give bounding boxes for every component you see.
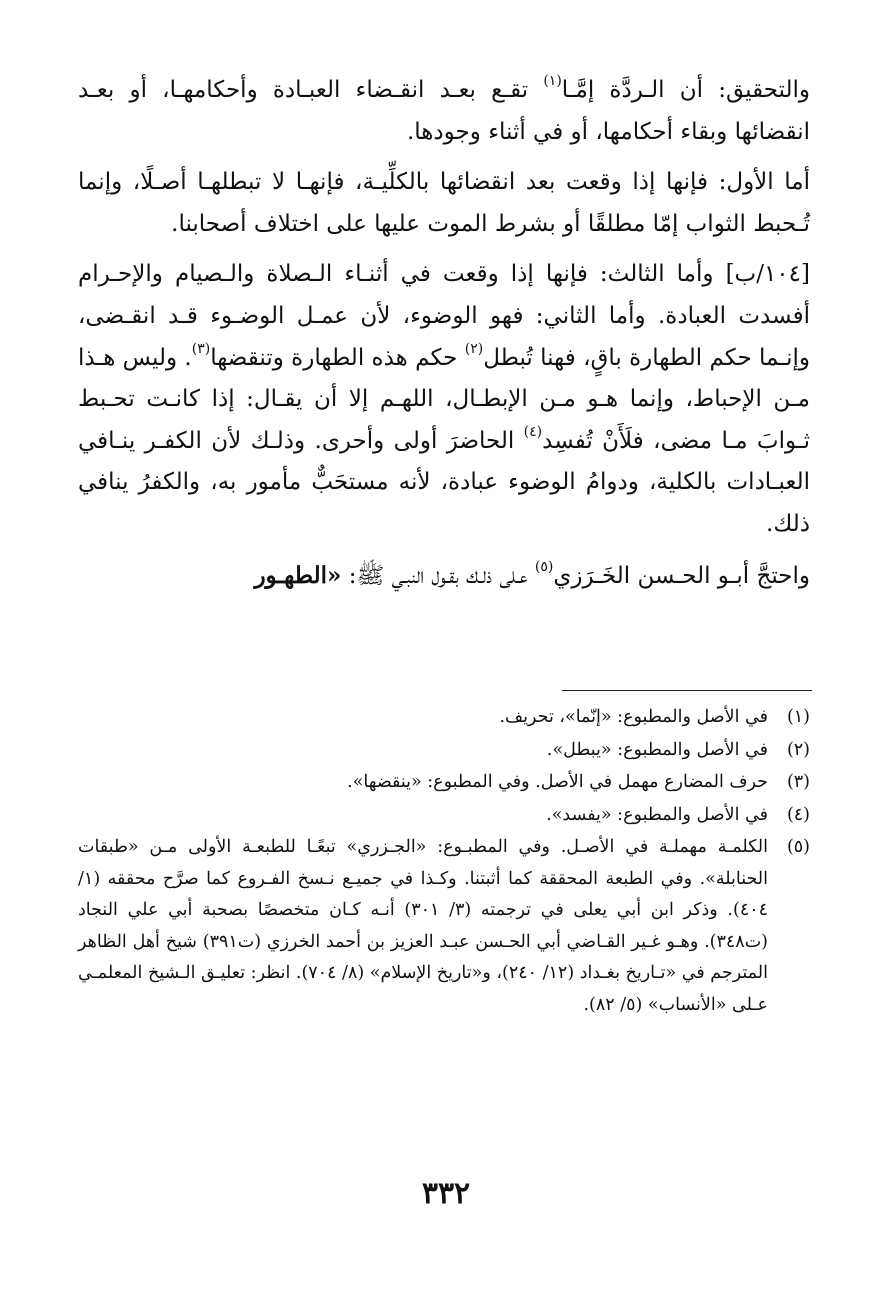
paragraph-3-text-a: [١٠٤/ب] وأما الثالث: فإنها إذا وقعت في أثنـاء الـصلاة والـصيام والإحـرام أفسدت العبادة. وأما الثاني: فهو الوضوء، لأن عمـل الوضـوء قـد انقـضى، وإنـما حكم الطهارة باقٍ، فهنا تُبطل [78,261,810,371]
footnote-number: (١) [786,707,810,727]
footnote-1 [78,702,810,734]
footnote-4 [78,800,810,832]
hadith-quote-start: «الطهـور [254,561,342,589]
paragraph-4-text-a: واحتجَّ أبـو الحـسن الخَـرَزي [553,562,810,589]
footnote-text: في الأصل والمطبوع: «إنّما»، تحريف. [499,707,768,727]
footnotes [78,702,810,1022]
paragraph-1 [78,70,810,153]
footnote-5 [78,832,810,1021]
footnote-3 [78,767,810,799]
paragraph-2-text: أما الأول: فإنها إذا وقعت بعد انقضائها بالكلِّيـة، فإنهـا لا تبطلهـا أصـلًا، وإنما تُـحبط الثواب إمّا مطلقًا أو بشرط الموت عليها على اختلاف أصحابنا. [78,169,810,237]
main-text [78,70,810,606]
footnote-text: حرف المضارع مهمل في الأصل. وفي المطبوع: «ينقضها». [347,772,768,792]
paragraph-1-text-b: تقـع بعـد انقـضاء العبـادة وأحكامهـا، أو بعـد انقضائها وبقاء أحكامها، أو في أثناء وجودها. [78,77,810,145]
footnote-ref-4: (٤) [523,424,543,441]
paragraph-3-text-c: . وليس هـذا مـن الإحباط، وإنما هـو مـن الإبطـال، اللهـم إلا أن يقـال: إذا كانـت تحـبط ثـوابَ مـا مضى، فلَأَنْ تُفسِد [78,344,810,454]
paragraph-4-text-b: عـلى ذلـك بقـول النبـي ﷺ: [341,562,535,589]
footnote-ref-3: (٣) [191,340,211,357]
paragraph-3-text-b: حكم هذه الطهارة وتنقضها [210,344,465,371]
footnote-2 [78,735,810,767]
footnote-number: (٣) [786,772,810,792]
footnote-ref-2: (٢) [464,340,484,357]
footnote-text: في الأصل والمطبوع: «يفسد». [546,804,768,825]
footnote-number: (٢) [786,739,810,760]
footnote-number: (٥) [786,837,810,857]
page-number: ٣٣٢ [421,1176,471,1211]
paragraph-2 [78,162,810,245]
footnote-number: (٤) [786,804,810,825]
paragraph-3-text-d: الحاضرَ أولى وأحرى. وذلـك لأن الكفـر ينـافي العبـادات بالكلية، ودوامُ الوضوء عبادة، لأنه مستحَبٌّ مأمور به، والكفرُ ينافي ذلك. [78,427,810,537]
footnote-separator [562,690,812,691]
footnote-text: الكلمـة مهملـة في الأصـل. وفي المطبـوع: «الجـزري» تبعًـا للطبعـة الأولى مـن «طبقات الحنابلة». وفي الطبعة المحققة كما أثبتنا. وكـذا في جميـع نـسخ الفـروع كما صرَّح محققه (١/ ٤٠٤). وذكر ابن أبي يعلى في ترجمته (٣/ ٣٠١) أنـه كـان متخصصًا بصحبة أبي علي النجاد (ت٣٤٨). وهـو غـير القـاضي أبي الحـسن عبـد العزيز بن أحمد الخرزي (ت٣٩١) شيخ أهل الظاهر المترجم في «تـاريخ بغـداد (١٢/ ٢٤٠)، و«تاريخ الإسلام» (٨/ ٧٠٤). انظر: تعليـق الـشيخ المعلمـي عـلى «الأنساب» (٥/ ٨٢). [78,837,769,1015]
footnote-ref-5: (٥) [534,558,554,575]
footnote-text: في الأصل والمطبوع: «يبطل». [546,739,768,760]
paragraph-1-text-a: والتحقيق: أن الـردَّة إمَّـا [561,77,810,103]
paragraph-3 [78,254,810,545]
paragraph-4 [78,555,810,598]
footnote-ref-1: (١) [543,73,562,90]
